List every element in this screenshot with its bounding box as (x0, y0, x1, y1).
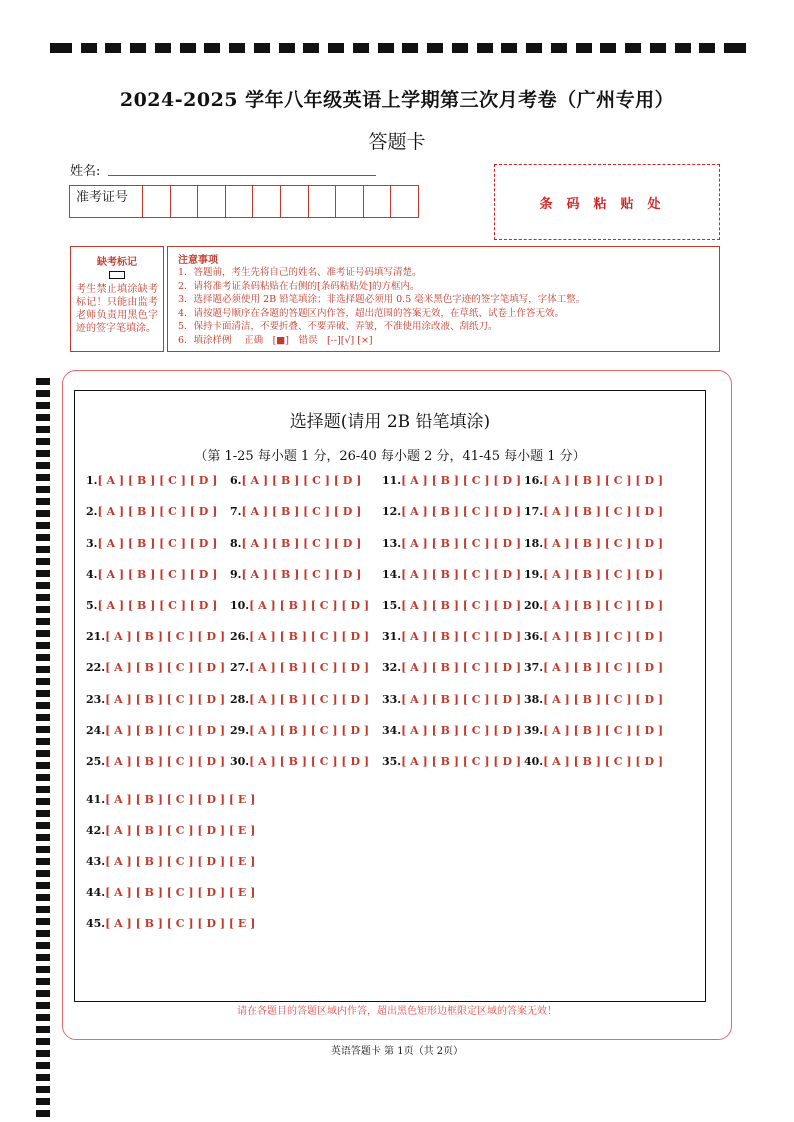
absent-mark-title: 缺考标记 (97, 257, 137, 268)
answer-options[interactable]: [ A ] [ B ] [ C ] [ D ] (401, 599, 522, 612)
answer-options[interactable]: [ A ] [ B ] [ C ] [ D ] [ E ] (105, 793, 256, 806)
question-33[interactable] (382, 693, 521, 706)
question-number: 20. (524, 599, 544, 612)
answer-options[interactable]: [ A ] [ B ] [ C ] [ D ] (97, 505, 218, 518)
timing-mark (625, 43, 641, 53)
question-number: 40. (524, 755, 544, 768)
answer-options[interactable]: [ A ] [ B ] [ C ] [ D ] (97, 568, 218, 581)
question-number: 39. (524, 724, 544, 737)
timing-mark (36, 1014, 50, 1021)
timing-mark (36, 714, 50, 721)
question-number: 15. (382, 599, 402, 612)
question-20[interactable] (524, 599, 663, 612)
notes-item: 4．请按题号顺序在各题的答题区内作答，超出范围的答案无效，在草纸、试卷上作答无效。 (178, 307, 565, 319)
timing-mark (36, 786, 50, 793)
timing-mark (699, 43, 715, 53)
notes-box (167, 246, 720, 352)
timing-mark (36, 666, 50, 673)
timing-mark (36, 750, 50, 757)
question-number: 17. (524, 505, 544, 518)
timing-mark (36, 726, 50, 733)
question-32[interactable] (382, 661, 521, 674)
question-number: 37. (524, 661, 544, 674)
question-8[interactable] (230, 537, 361, 550)
timing-mark (36, 738, 50, 745)
question-37[interactable] (524, 661, 663, 674)
question-22[interactable] (86, 661, 225, 674)
timing-mark (36, 882, 50, 889)
timing-mark (36, 534, 50, 541)
timing-mark (36, 462, 50, 469)
answer-options[interactable]: [ A ] [ B ] [ C ] [ D ] (249, 724, 370, 737)
timing-mark (36, 582, 50, 589)
answer-options[interactable]: [ A ] [ B ] [ C ] [ D ] (241, 505, 362, 518)
timing-mark (36, 690, 50, 697)
answer-options[interactable]: [ A ] [ B ] [ C ] [ D ] (105, 724, 226, 737)
question-14[interactable] (382, 568, 521, 581)
timing-mark (36, 822, 50, 829)
answer-options[interactable]: [ A ] [ B ] [ C ] [ D ] (249, 599, 370, 612)
answer-options[interactable]: [ A ] [ B ] [ C ] [ D ] [ E ] (105, 917, 256, 930)
answer-options[interactable]: [ A ] [ B ] [ C ] [ D ] (543, 661, 664, 674)
question-number: 4. (86, 568, 98, 581)
timing-mark (229, 43, 245, 53)
question-number: 3. (86, 537, 98, 550)
timing-mark (551, 43, 567, 53)
question-number: 44. (86, 886, 106, 899)
notes-item: 5．保持卡面清洁，不要折叠、不要弄破、弄皱，不准使用涂改液、刮纸刀。 (178, 321, 498, 332)
timing-mark (36, 546, 50, 553)
answer-options[interactable]: [ A ] [ B ] [ C ] [ D ] (543, 630, 664, 643)
timing-mark (50, 43, 72, 53)
question-number: 14. (382, 568, 402, 581)
timing-mark (36, 942, 50, 949)
question-number: 7. (230, 505, 242, 518)
timing-mark (105, 43, 121, 53)
answer-options[interactable]: [ A ] [ B ] [ C ] [ D ] [ E ] (105, 855, 256, 868)
answer-options[interactable]: [ A ] [ B ] [ C ] [ D ] (543, 693, 664, 706)
question-36[interactable] (524, 630, 663, 643)
question-9[interactable] (230, 568, 361, 581)
answer-options[interactable]: [ A ] [ B ] [ C ] [ D ] (241, 537, 362, 550)
answer-options[interactable]: [ A ] [ B ] [ C ] [ D ] (401, 505, 522, 518)
timing-mark (36, 558, 50, 565)
timing-mark (36, 894, 50, 901)
timing-mark (36, 414, 50, 421)
name-field[interactable] (108, 175, 376, 176)
question-number: 27. (230, 661, 250, 674)
question-45[interactable] (86, 917, 255, 930)
answer-options[interactable]: [ A ] [ B ] [ C ] [ D ] (249, 755, 370, 768)
notes-item: 1．答题前，考生先将自己的姓名、准考证号码填写清楚。 (178, 267, 422, 278)
answer-options[interactable]: [ A ] [ B ] [ C ] [ D ] (105, 661, 226, 674)
answer-options[interactable]: [ A ] [ B ] [ C ] [ D ] (543, 568, 664, 581)
timing-mark (204, 43, 220, 53)
timing-mark (36, 1026, 50, 1033)
timing-mark (36, 858, 50, 865)
answer-options[interactable]: [ A ] [ B ] [ C ] [ D ] (241, 568, 362, 581)
question-number: 12. (382, 505, 402, 518)
timing-mark (36, 834, 50, 841)
question-30[interactable] (230, 755, 369, 768)
notes-item: 2．请将准考证条码粘贴在右侧的[条码粘贴处]的方框内。 (178, 280, 420, 292)
top-timing-marks (50, 43, 746, 55)
question-number: 8. (230, 537, 242, 550)
question-38[interactable] (524, 693, 663, 706)
timing-mark (36, 390, 50, 397)
left-timing-marks (36, 378, 52, 1118)
timing-mark (36, 594, 50, 601)
timing-mark (36, 798, 50, 805)
question-13[interactable] (382, 537, 521, 550)
answer-options[interactable]: [ A ] [ B ] [ C ] [ D ] [ E ] (105, 886, 256, 899)
timing-mark (526, 43, 542, 53)
timing-mark (254, 43, 270, 53)
question-21[interactable] (86, 630, 225, 643)
barcode-label: 条码粘贴处 (539, 196, 675, 212)
timing-mark (328, 43, 344, 53)
answer-options[interactable]: [ A ] [ B ] [ C ] [ D ] (401, 693, 522, 706)
question-5[interactable] (86, 599, 217, 612)
ticket-number-label: 准考证号 (70, 186, 143, 217)
answer-options[interactable]: [ A ] [ B ] [ C ] [ D ] (97, 474, 218, 487)
question-41[interactable] (86, 793, 255, 806)
question-number: 11. (382, 474, 402, 487)
question-16[interactable] (524, 474, 663, 487)
ticket-digit-cell[interactable] (198, 186, 226, 217)
timing-mark (36, 1086, 50, 1093)
timing-mark (36, 618, 50, 625)
question-4[interactable] (86, 568, 217, 581)
question-10[interactable] (230, 599, 369, 612)
question-18[interactable] (524, 537, 663, 550)
timing-mark (279, 43, 295, 53)
question-11[interactable] (382, 474, 521, 487)
barcode-area (494, 164, 720, 240)
timing-mark (36, 702, 50, 709)
timing-mark (353, 43, 369, 53)
timing-mark (36, 378, 50, 385)
timing-mark (36, 570, 50, 577)
question-number: 9. (230, 568, 242, 581)
timing-mark (36, 918, 50, 925)
timing-mark (36, 606, 50, 613)
question-number: 38. (524, 693, 544, 706)
choice-section-title: 选择题(请用 2B 铅笔填涂) (289, 412, 491, 432)
question-44[interactable] (86, 886, 255, 899)
question-28[interactable] (230, 693, 369, 706)
question-2[interactable] (86, 505, 217, 518)
answer-options[interactable]: [ A ] [ B ] [ C ] [ D ] (543, 599, 664, 612)
timing-mark (36, 846, 50, 853)
question-43[interactable] (86, 855, 255, 868)
question-27[interactable] (230, 661, 369, 674)
question-number: 42. (86, 824, 106, 837)
timing-mark (427, 43, 443, 53)
question-19[interactable] (524, 568, 663, 581)
answer-options[interactable]: [ A ] [ B ] [ C ] [ D ] (543, 474, 664, 487)
name-label: 姓名: (70, 164, 101, 179)
timing-mark (402, 43, 418, 53)
timing-mark (477, 43, 493, 53)
question-number: 5. (86, 599, 98, 612)
timing-mark (36, 438, 50, 445)
question-number: 32. (382, 661, 402, 674)
timing-mark (130, 43, 146, 53)
question-number: 29. (230, 724, 250, 737)
page-title: 2024-2025 学年八年级英语上学期第三次月考卷（广州专用） (119, 89, 675, 111)
notes-title: 注意事项 (178, 255, 218, 266)
question-34[interactable] (382, 724, 521, 737)
answer-options[interactable]: [ A ] [ B ] [ C ] [ D ] (105, 693, 226, 706)
question-24[interactable] (86, 724, 225, 737)
answer-options[interactable]: [ A ] [ B ] [ C ] [ D ] (97, 599, 218, 612)
timing-mark (36, 774, 50, 781)
timing-mark (36, 1062, 50, 1069)
answer-options[interactable]: [ A ] [ B ] [ C ] [ D ] (401, 661, 522, 674)
question-7[interactable] (230, 505, 361, 518)
question-31[interactable] (382, 630, 521, 643)
ticket-digit-cell[interactable] (391, 186, 418, 217)
question-35[interactable] (382, 755, 521, 768)
timing-mark (36, 486, 50, 493)
question-number: 28. (230, 693, 250, 706)
question-42[interactable] (86, 824, 255, 837)
question-number: 1. (86, 474, 98, 487)
timing-mark (36, 498, 50, 505)
question-number: 36. (524, 630, 544, 643)
timing-mark (36, 510, 50, 517)
ticket-digit-cell[interactable] (364, 186, 392, 217)
timing-mark (180, 43, 196, 53)
absent-mark-text: 考生禁止填涂缺考标记！只能由监考老师负责用黑色字迹的签字笔填涂。 (76, 284, 158, 334)
answer-options[interactable]: [ A ] [ B ] [ C ] [ D ] (249, 693, 370, 706)
question-number: 23. (86, 693, 106, 706)
answer-options[interactable]: [ A ] [ B ] [ C ] [ D ] (543, 537, 664, 550)
notes-item: 3．选择题必须使用 2B 铅笔填涂；非选择题必须用 0.5 毫米黑色字迹的签字笔填写，字体工整。 (178, 294, 586, 305)
timing-mark (36, 630, 50, 637)
ticket-digit-cell[interactable] (226, 186, 254, 217)
timing-mark (36, 954, 50, 961)
question-1[interactable] (86, 474, 217, 487)
timing-mark (452, 43, 468, 53)
question-number: 10. (230, 599, 250, 612)
timing-mark (36, 870, 50, 877)
answer-options[interactable]: [ A ] [ B ] [ C ] [ D ] (401, 724, 522, 737)
answer-options[interactable]: [ A ] [ B ] [ C ] [ D ] (401, 568, 522, 581)
timing-mark (303, 43, 319, 53)
timing-mark (155, 43, 171, 53)
question-number: 43. (86, 855, 106, 868)
timing-mark (36, 990, 50, 997)
question-40[interactable] (524, 755, 663, 768)
answer-options[interactable]: [ A ] [ B ] [ C ] [ D ] (401, 537, 522, 550)
question-15[interactable] (382, 599, 521, 612)
timing-mark (36, 1098, 50, 1105)
question-number: 24. (86, 724, 106, 737)
answer-options[interactable]: [ A ] [ B ] [ C ] [ D ] (249, 661, 370, 674)
question-3[interactable] (86, 537, 217, 550)
question-6[interactable] (230, 474, 361, 487)
absent-mark-checkbox[interactable] (109, 271, 125, 279)
boundary-warning: 请在各题目的答题区域内作答，超出黑色矩形边框限定区域的答案无效！ (237, 1006, 557, 1017)
question-number: 2. (86, 505, 98, 518)
question-number: 33. (382, 693, 402, 706)
question-23[interactable] (86, 693, 225, 706)
question-number: 41. (86, 793, 106, 806)
question-number: 45. (86, 917, 106, 930)
timing-mark (36, 426, 50, 433)
timing-mark (36, 1074, 50, 1081)
timing-mark (600, 43, 616, 53)
answer-options[interactable]: [ A ] [ B ] [ C ] [ D ] [ E ] (105, 824, 256, 837)
timing-mark (36, 978, 50, 985)
timing-mark (36, 654, 50, 661)
timing-mark (36, 1002, 50, 1009)
question-12[interactable] (382, 505, 521, 518)
question-29[interactable] (230, 724, 369, 737)
timing-mark (36, 474, 50, 481)
timing-mark (36, 930, 50, 937)
timing-mark (36, 522, 50, 529)
timing-mark (650, 43, 666, 53)
answer-options[interactable]: [ A ] [ B ] [ C ] [ D ] (543, 755, 664, 768)
question-number: 26. (230, 630, 250, 643)
answer-options[interactable]: [ A ] [ B ] [ C ] [ D ] (105, 755, 226, 768)
question-number: 31. (382, 630, 402, 643)
question-number: 21. (86, 630, 106, 643)
timing-mark (36, 906, 50, 913)
timing-mark (36, 1110, 50, 1117)
page-footer: 英语答题卡 第 1页（共 2页） (330, 1046, 464, 1057)
answer-options[interactable]: [ A ] [ B ] [ C ] [ D ] (401, 474, 522, 487)
question-25[interactable] (86, 755, 225, 768)
timing-mark (81, 43, 97, 53)
answer-options[interactable]: [ A ] [ B ] [ C ] [ D ] (543, 505, 664, 518)
scoring-note: （第 1-25 每小题 1 分，26-40 每小题 2 分，41-45 每小题 1 分） (194, 449, 586, 464)
question-number: 13. (382, 537, 402, 550)
timing-mark (675, 43, 691, 53)
page-subtitle: 答题卡 (368, 131, 426, 153)
question-number: 18. (524, 537, 544, 550)
ticket-digit-cell[interactable] (171, 186, 199, 217)
answer-options[interactable]: [ A ] [ B ] [ C ] [ D ] (105, 630, 226, 643)
timing-mark (378, 43, 394, 53)
timing-mark (36, 450, 50, 457)
ticket-digit-cell[interactable] (336, 186, 364, 217)
timing-mark (36, 402, 50, 409)
timing-mark (36, 762, 50, 769)
question-number: 25. (86, 755, 106, 768)
ticket-digit-cell[interactable] (143, 186, 171, 217)
answer-options[interactable]: [ A ] [ B ] [ C ] [ D ] (249, 630, 370, 643)
answer-options[interactable]: [ A ] [ B ] [ C ] [ D ] (241, 474, 362, 487)
timing-mark (36, 642, 50, 649)
notes-item: 6．填涂样例 正确 [■] 错误 [--][√] [×] (178, 334, 373, 346)
question-number: 30. (230, 755, 250, 768)
timing-mark (576, 43, 592, 53)
answer-options[interactable]: [ A ] [ B ] [ C ] [ D ] (401, 755, 522, 768)
question-number: 19. (524, 568, 544, 581)
timing-mark (36, 966, 50, 973)
timing-mark (501, 43, 517, 53)
answer-options[interactable]: [ A ] [ B ] [ C ] [ D ] (97, 537, 218, 550)
question-number: 6. (230, 474, 242, 487)
ticket-digit-cell[interactable] (253, 186, 281, 217)
question-number: 35. (382, 755, 402, 768)
ticket-digit-cell[interactable] (309, 186, 337, 217)
answer-options[interactable]: [ A ] [ B ] [ C ] [ D ] (543, 724, 664, 737)
question-26[interactable] (230, 630, 369, 643)
question-number: 16. (524, 474, 544, 487)
question-39[interactable] (524, 724, 663, 737)
absent-mark-box (70, 246, 164, 352)
answer-options[interactable]: [ A ] [ B ] [ C ] [ D ] (401, 630, 522, 643)
ticket-number-grid (69, 185, 419, 218)
timing-mark (36, 678, 50, 685)
question-17[interactable] (524, 505, 663, 518)
question-number: 22. (86, 661, 106, 674)
ticket-digit-cell[interactable] (281, 186, 309, 217)
timing-mark (36, 810, 50, 817)
timing-mark (724, 43, 746, 53)
question-number: 34. (382, 724, 402, 737)
